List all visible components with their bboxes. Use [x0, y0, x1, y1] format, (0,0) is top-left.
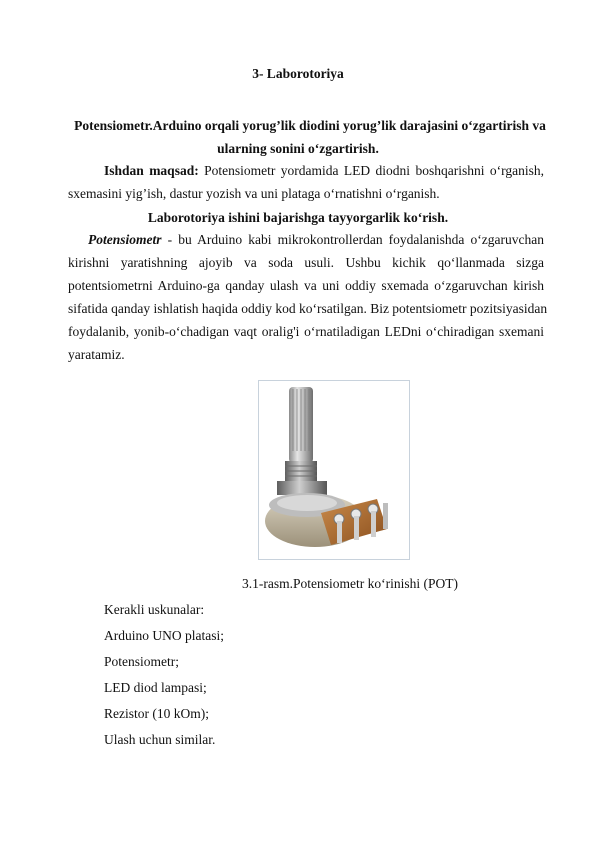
- aim-text-line1: Potensiometr yordamida LED diodni boshqarishni o‘rganish,: [198, 163, 544, 178]
- intro-line1-text: - bu Arduino kabi mikrokontrollerdan foydalanishda o‘zgaruvchan: [161, 232, 544, 247]
- intro-term: Potensiometr: [88, 232, 162, 247]
- intro-line2: kirishni yaratishning ajoyib va soda usuli. Ushbu kichik qo‘llanmada sizga: [68, 255, 544, 270]
- intro-line5: foydalanib, yonib-o‘chadigan vaqt oralig'i o‘rnatiladigan LEDni o‘chiradigan sxemani: [68, 324, 544, 339]
- aim-text-line2: sxemasini yig’ish, dastur yozish va uni plataga o‘rnatishni o‘rganish.: [68, 186, 440, 201]
- list-item: Rezistor (10 kOm);: [104, 706, 209, 721]
- intro-line1: [88, 228, 544, 251]
- figure-caption: 3.1-rasm.Potensiometr ko‘rinishi (POT): [242, 576, 458, 591]
- potentiometer-photo: [258, 380, 410, 560]
- lab-title: 3- Laborotoriya: [252, 66, 344, 81]
- list-item: LED diod lampasi;: [104, 680, 207, 695]
- list-item: Ulash uchun similar.: [104, 732, 216, 747]
- prep-heading: Laborotoriya ishini bajarishga tayyorgarlik ko‘rish.: [147, 210, 449, 225]
- list-item: Potensiometr;: [104, 654, 179, 669]
- aim-paragraph-line1: [104, 159, 544, 182]
- aim-label: Ishdan maqsad:: [104, 163, 199, 178]
- list-item: Arduino UNO platasi;: [104, 628, 224, 643]
- intro-line6: yaratamiz.: [68, 347, 125, 362]
- topic-title-line2: ularning sonini o‘zgartirish.: [217, 141, 379, 156]
- topic-title-line1: Potensiometr.Arduino orqali yorug’lik diodini yorug’lik darajasini o‘zgartirish va: [74, 118, 546, 133]
- intro-line4: sifatida qanday ishlatish haqida oddiy kod ko‘rsatilgan. Biz potentsiometr pozitsiyasidan: [68, 301, 548, 316]
- equipment-heading: Kerakli uskunalar:: [104, 602, 205, 617]
- intro-line3: potentsiometrni Arduino-ga qanday ulash va uni oddiy sxemada o‘zgaruvchan kirish: [68, 278, 544, 293]
